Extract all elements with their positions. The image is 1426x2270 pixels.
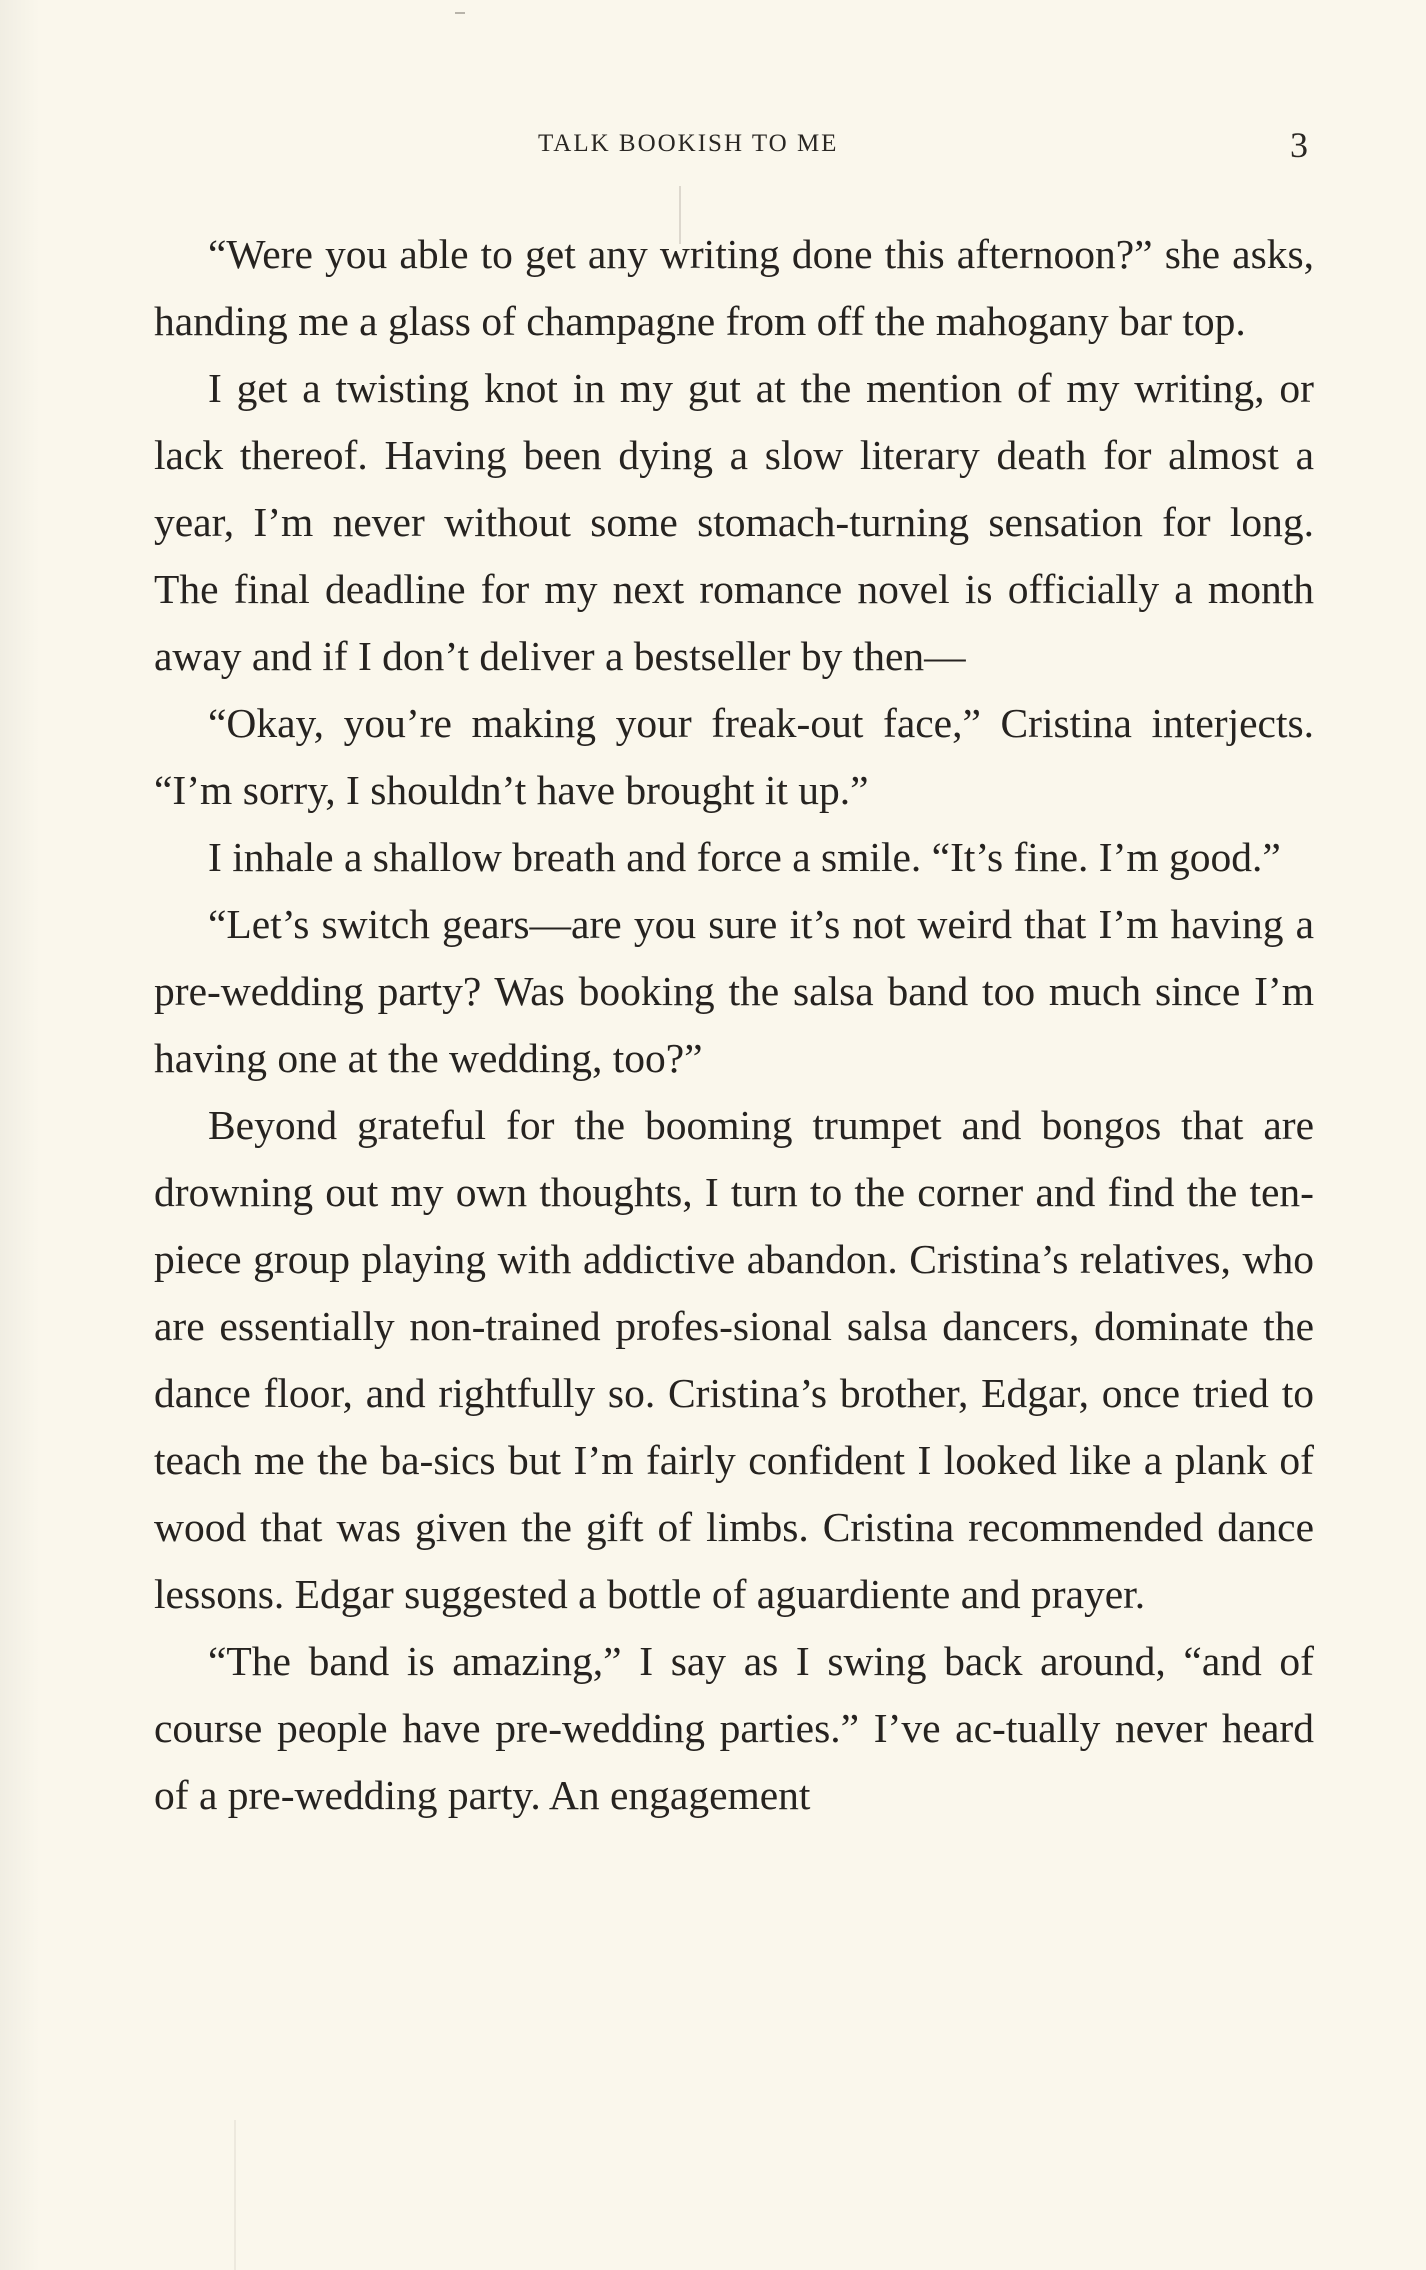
book-title: TALK BOOKISH TO ME xyxy=(538,130,839,157)
page-number: 3 xyxy=(1290,125,1308,165)
paragraph: I inhale a shallow breath and force a smile. “It’s fine. I’m good.” xyxy=(208,834,1281,880)
body-text xyxy=(154,221,1314,1829)
paragraph: “Okay, you’re making your freak-out face,” Cristina interjects. “I’m sorry, I shouldn’t have brought it up.” xyxy=(154,700,1314,813)
paragraph: Beyond grateful for the booming trumpet and bongos that are drowning out my own thoughts, I turn to the corner and find the ten-piece group playing with addictive abandon. Cristina’s relatives, who are essentially non-trained profes-sional salsa dancers, dominate the dance floor, and rightfully so. Cristina’s brother, Edgar, once tried to teach me the ba-sics but I’m fairly confident I looked like a plank of wood that was given the gift of limbs. Cristina recommended dance lessons. Edgar suggested a bottle of aguardiente and prayer. xyxy=(154,1102,1314,1617)
scan-mark xyxy=(234,2120,236,2270)
scan-mark xyxy=(455,12,465,14)
running-head xyxy=(0,124,1426,164)
paragraph: “Were you able to get any writing done this afternoon?” she asks, handing me a glass of champagne from off the mahogany bar top. xyxy=(154,231,1314,344)
paragraph: I get a twisting knot in my gut at the mention of my writing, or lack thereof. Having been dying a slow literary death for almost a year, I’m never without some stomach-turning sensation for long. The final deadline for my next romance novel is officially a month away and if I don’t deliver a bestseller by then— xyxy=(154,365,1314,679)
paragraph: “The band is amazing,” I say as I swing back around, “and of course people have pre-wedding parties.” I’ve ac-tually never heard of a pre-wedding party. An engagement xyxy=(154,1638,1314,1818)
paragraph: “Let’s switch gears—are you sure it’s not weird that I’m having a pre-wedding party? Was booking the salsa band too much since I’m having one at the wedding, too?” xyxy=(154,901,1314,1081)
